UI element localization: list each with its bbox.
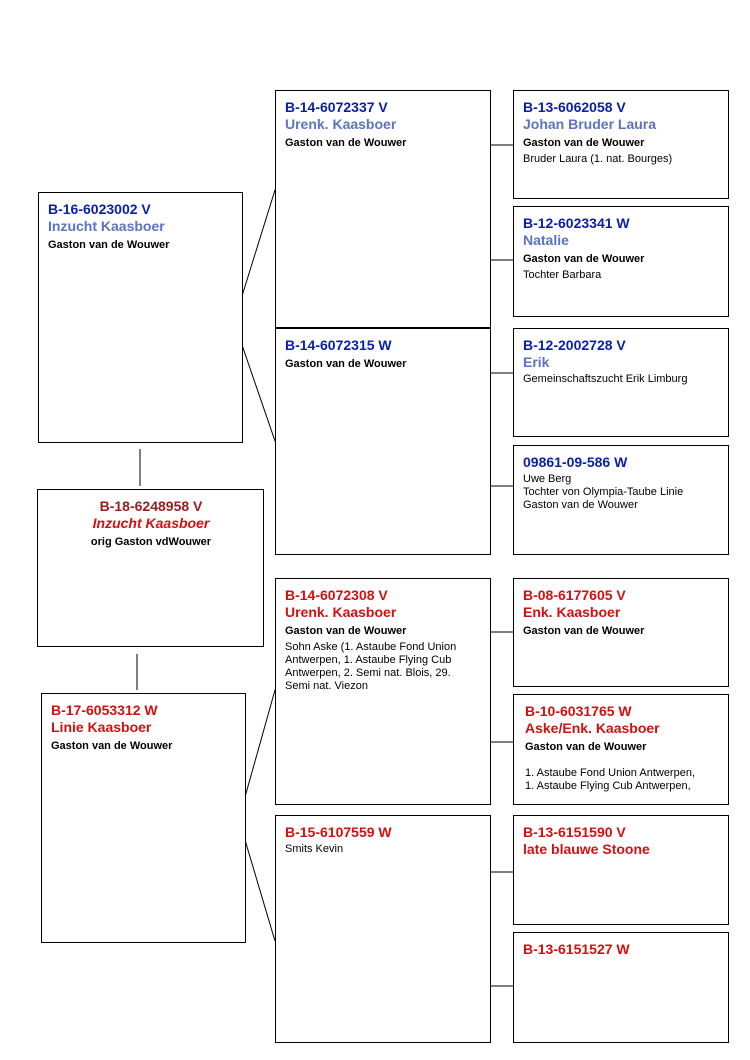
- ring-number: B-08-6177605 V: [523, 587, 626, 603]
- pigeon-name: Urenk. Kaasboer: [285, 116, 397, 132]
- pigeon-name: late blauwe Stoone: [523, 841, 650, 857]
- breeder-name: Gaston van de Wouwer: [523, 625, 645, 637]
- breeder-name: Gaston van de Wouwer: [525, 741, 647, 753]
- ring-number: 09861-09-586 W: [523, 454, 628, 470]
- great-grandparent-ffm-card: [513, 206, 729, 317]
- great-grandparent-mmf-card: [513, 815, 729, 925]
- pigeon-name: Aske/Enk. Kaasboer: [525, 720, 660, 736]
- great-grandparent-fmf-card: [513, 328, 729, 437]
- breeder-name: Gaston van de Wouwer: [285, 625, 407, 637]
- breeder-name: Gaston van de Wouwer: [285, 137, 407, 149]
- ring-number: B-14-6072308 V: [285, 587, 388, 603]
- breeder-name: Gaston van de Wouwer: [51, 740, 173, 752]
- breeder-note: Gemeinschaftszucht Erik Limburg: [523, 373, 688, 385]
- pigeon-name: Urenk. Kaasboer: [285, 604, 397, 620]
- pigeon-name: Enk. Kaasboer: [523, 604, 621, 620]
- breeder-name: Gaston van de Wouwer: [523, 253, 645, 265]
- ring-number: B-12-2002728 V: [523, 337, 626, 353]
- pigeon-name: Linie Kaasboer: [51, 719, 152, 735]
- ring-number: B-13-6062058 V: [523, 99, 626, 115]
- performance-note: 1. Astaube Fond Union Antwerpen, 1. Astaube Flying Cub Antwerpen,: [525, 767, 696, 792]
- performance-note: Sohn Aske (1. Astaube Fond Union Antwerpen, 1. Astaube Flying Cub Antwerpen, 2. Semi nat. Blois, 29. Semi nat. Viezon: [285, 641, 457, 692]
- ring-number: B-12-6023341 W: [523, 215, 630, 231]
- ring-number: B-13-6151527 W: [523, 941, 630, 957]
- paternal-grandmother-card: [275, 328, 491, 555]
- great-grandparent-fmm-card: [513, 445, 729, 555]
- breeder-name: orig Gaston vdWouwer: [90, 536, 212, 548]
- pigeon-name: Inzucht Kaasboer: [92, 515, 210, 531]
- pigeon-name: Inzucht Kaasboer: [48, 218, 165, 234]
- great-grandparent-mfm-card: [513, 694, 729, 805]
- ring-number: B-18-6248958 V: [99, 498, 203, 514]
- pigeon-name: Natalie: [523, 232, 569, 248]
- great-grandparent-fff-card: [513, 90, 729, 199]
- father-card: [38, 192, 243, 443]
- ring-number: B-14-6072337 V: [285, 99, 388, 115]
- maternal-grandfather-card: [275, 578, 491, 805]
- ring-number: B-10-6031765 W: [525, 703, 632, 719]
- ring-number: B-17-6053312 W: [51, 702, 158, 718]
- pigeon-name: Erik: [523, 354, 550, 370]
- maternal-grandmother-card: [275, 815, 491, 1043]
- pigeon-name: Johan Bruder Laura: [523, 116, 657, 132]
- ring-number: B-16-6023002 V: [48, 201, 151, 217]
- breeder-note: Smits Kevin: [285, 843, 344, 855]
- performance-note: Tochter Barbara: [523, 269, 602, 281]
- breeder-name: Gaston van de Wouwer: [523, 137, 645, 149]
- mother-card: [41, 693, 246, 943]
- subject-card: [37, 489, 264, 647]
- breeder-name: Gaston van de Wouwer: [48, 239, 170, 251]
- ring-number: B-13-6151590 V: [523, 824, 626, 840]
- great-grandparent-mff-card: [513, 578, 729, 687]
- paternal-grandfather-card: [275, 90, 491, 328]
- performance-note: Bruder Laura (1. nat. Bourges): [523, 153, 673, 165]
- breeder-name: Gaston van de Wouwer: [285, 358, 407, 370]
- ring-number: B-14-6072315 W: [285, 337, 392, 353]
- breeder-note: Uwe Berg Tochter von Olympia-Taube Linie Gaston van de Wouwer: [523, 473, 684, 511]
- great-grandparent-mmm-card: [513, 932, 729, 1043]
- ring-number: B-15-6107559 W: [285, 824, 392, 840]
